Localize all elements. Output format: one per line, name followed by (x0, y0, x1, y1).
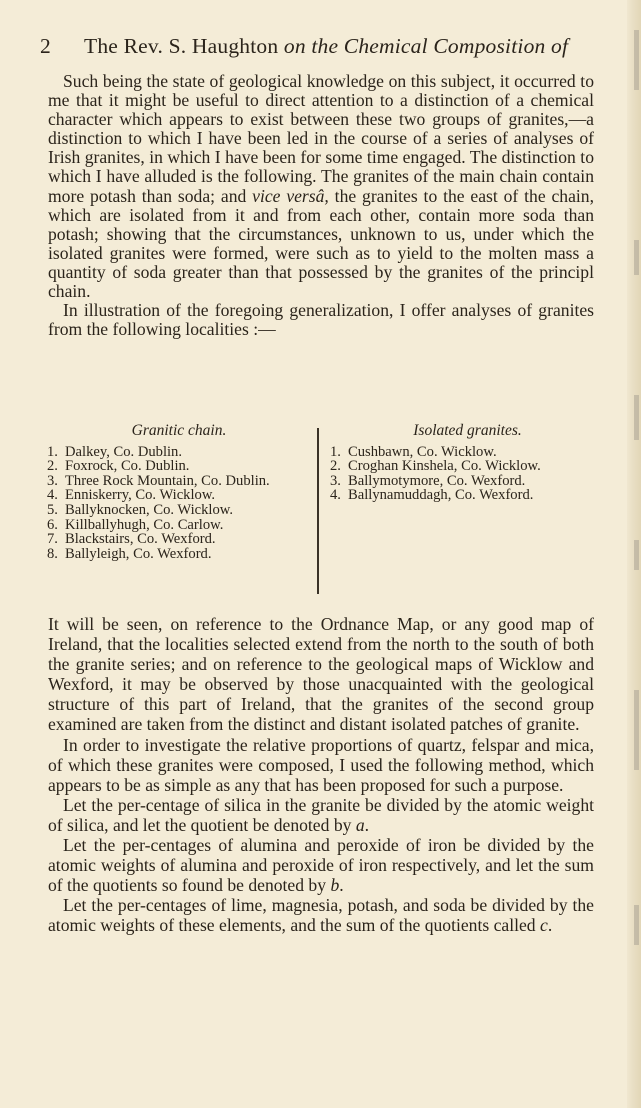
intro-text-start: Such being the state of geological knowledge on this subject, it occurred to me that it might be useful to direct attention to a distinction of a chemical character which appears to exist between these two groups of granites,—a distinction to which I have been led in the course of a series of analyses of Irish granites, in which I have been for some time engaged. The distinction to which I have alluded is the following. The granites of the main chain contain more potash than soda; and (48, 71, 594, 206)
list-item-text: Killballyhugh, Co. Carlow. (65, 516, 224, 533)
list-item (330, 474, 605, 489)
list-item (330, 488, 605, 503)
list-item-text: Ballymotymore, Co. Wexford. (348, 472, 526, 489)
page-edge (627, 0, 641, 1108)
ordnance-map-paragraph: It will be seen, on reference to the Ordnance Map, or any good map of Ireland, that the localities selected extend from the north to the south of both the granite series; and on reference to the geological maps of Wicklow and Wexford, it may be observed by those unacquainted with the geological structure of this part of Ireland, that the granites of the second group examined are taken from the distinct and distant isolated patches of granite. (48, 614, 594, 735)
running-head-italic: on the Chemical Composition of (283, 34, 569, 58)
variable-a: a (355, 814, 365, 835)
lime-end: . (547, 915, 553, 936)
list-item-text: Three Rock Mountain, Co. Dublin. (65, 472, 270, 489)
variable-b: b (330, 875, 340, 896)
list-item-number: 7. (47, 531, 58, 548)
page-edge-shadow (634, 690, 639, 770)
granitic-chain-list (47, 445, 311, 562)
column-divider (317, 428, 319, 594)
list-item-text: Ballyleigh, Co. Wexford. (65, 545, 212, 562)
running-head-author: The Rev. S. Haughton (84, 34, 279, 58)
list-item-text: Ballyknocken, Co. Wicklow. (65, 501, 234, 518)
list-item (330, 445, 605, 460)
list-item (47, 518, 311, 533)
granitic-chain-column (47, 424, 311, 561)
isolated-granites-heading: Isolated granites. (413, 422, 522, 439)
list-item (47, 474, 311, 489)
page-edge-shadow (634, 395, 639, 440)
list-item-number: 3. (47, 472, 58, 489)
body-section (48, 614, 594, 936)
silica-paragraph (48, 795, 594, 835)
list-item-text: Ballynamuddagh, Co. Wexford. (348, 487, 534, 504)
list-item-number: 2. (47, 458, 58, 475)
lime-paragraph (48, 895, 594, 935)
list-item-text: Enniskerry, Co. Wicklow. (65, 487, 216, 504)
list-item-number: 3. (330, 472, 341, 489)
list-item-number: 1. (47, 443, 58, 460)
list-item-number: 4. (330, 487, 341, 504)
silica-text: Let the per-centage of silica in the granite be divided by the atomic weight of silica, and let the quotient be denoted by (48, 794, 594, 835)
illustration-paragraph: In illustration of the foregoing generalization, I offer analyses of granites from the following localities :— (48, 300, 594, 340)
list-item-number: 5. (47, 501, 58, 518)
silica-end: . (364, 814, 370, 835)
list-item (47, 503, 311, 518)
list-item-number: 6. (47, 516, 58, 533)
list-item-text: Dalkey, Co. Dublin. (65, 443, 183, 460)
isolated-granites-list (330, 445, 605, 503)
list-item-number: 1. (330, 443, 341, 460)
page-number: 2 (40, 34, 51, 58)
list-item-text: Foxrock, Co. Dublin. (65, 458, 190, 475)
list-item-text: Cushbawn, Co. Wicklow. (348, 443, 497, 460)
list-item (330, 459, 605, 474)
intro-italic-phrase: vice versâ, (252, 185, 329, 206)
list-item (47, 445, 311, 460)
list-item-number: 8. (47, 545, 58, 562)
page-edge-shadow (634, 540, 639, 570)
alumina-end: . (339, 875, 344, 896)
page-edge-shadow (634, 905, 639, 945)
list-item (47, 532, 311, 547)
method-paragraph: In order to investigate the relative proportions of quartz, felspar and mica, of which these granites were composed, I used the following method, which appears to be as simple as any that has been proposed for such a purpose. (48, 734, 594, 795)
intro-section (48, 72, 594, 339)
list-item (47, 488, 311, 503)
lime-text: Let the per-centages of lime, magnesia, potash, and soda be divided by the atomic weights of these elements, and the sum of the quotients called (48, 895, 594, 936)
isolated-granites-column (330, 424, 605, 503)
running-head (40, 34, 600, 64)
alumina-text: Let the per-centages of alumina and peroxide of iron be divided by the atomic weights of alumina and peroxide of iron respectively, and let the sum of the quotients so found be denoted by (48, 835, 594, 896)
intro-paragraph (48, 72, 594, 301)
page-edge-shadow (634, 30, 639, 90)
running-head-title (84, 34, 568, 59)
list-item-number: 4. (47, 487, 58, 504)
list-item-text: Blackstairs, Co. Wexford. (65, 531, 216, 548)
intro-text-end: the granites to the east of the chain, which are isolated from it and from each other, contain more soda than potash; showing that the circumstances, unknown to us, under which the isolated granites were formed, were such as to yield to the molten mass a quantity of soda greater than that possessed by the granites of the principl chain. (48, 185, 594, 302)
list-item-number: 2. (330, 458, 341, 475)
page-edge-shadow (634, 240, 639, 275)
list-item (47, 547, 311, 562)
alumina-paragraph (48, 835, 594, 895)
granitic-chain-heading: Granitic chain. (131, 422, 227, 439)
list-item-text: Croghan Kinshela, Co. Wicklow. (348, 458, 541, 475)
list-item (47, 459, 311, 474)
variable-c: c (540, 915, 548, 936)
